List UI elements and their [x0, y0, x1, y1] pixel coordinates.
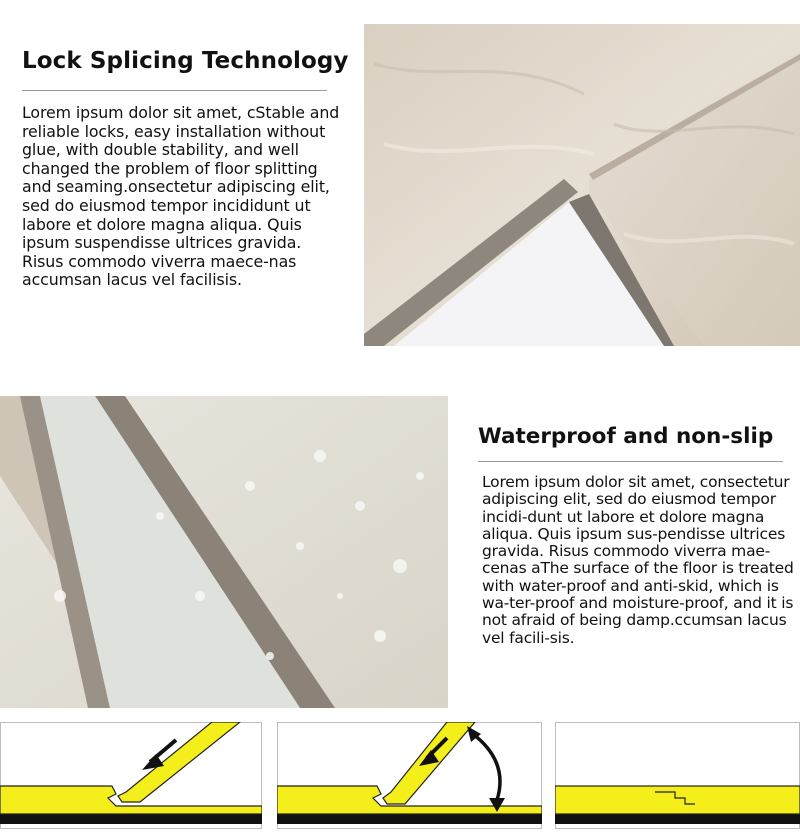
lock-splicing-photo: [364, 24, 800, 346]
title-divider: [22, 90, 327, 91]
title-divider: [478, 461, 783, 462]
install-step-diagram-2: [277, 722, 542, 829]
waterproof-photo: [0, 396, 448, 708]
install-step-diagram-3: [555, 722, 800, 829]
section-body-lock-splicing: Lorem ipsum dolor sit amet, cStable and reliable locks, easy installation without glue, with double stability, and well changed the problem of floor splitting and seaming.onsectetur adipiscing elit, sed do eiusmod tempor incididunt ut labore et dolore magna aliqua. Quis ipsum suspendisse ultrices gravida. Risus commodo viverra maece-nas accumsan lacus vel facilisis.: [22, 103, 340, 290]
section-title-lock-splicing: Lock Splicing Technology: [22, 48, 349, 74]
install-step-diagram-1: [0, 722, 262, 829]
section-body-waterproof: Lorem ipsum dolor sit amet, consectetur adipiscing elit, sed do eiusmod tempor incidi-dunt ut labore et dolore magna aliqua. Quis ipsum sus-pendisse ultrices gravida. Risus commodo viverra mae-cenas aThe surface of the floor is treated with water-proof and anti-skid, which is wa-ter-proof and moisture-proof, and it is not afraid of being damp.ccumsan lacus vel facili-sis.: [482, 473, 794, 647]
section-title-waterproof: Waterproof and non-slip: [478, 424, 774, 449]
